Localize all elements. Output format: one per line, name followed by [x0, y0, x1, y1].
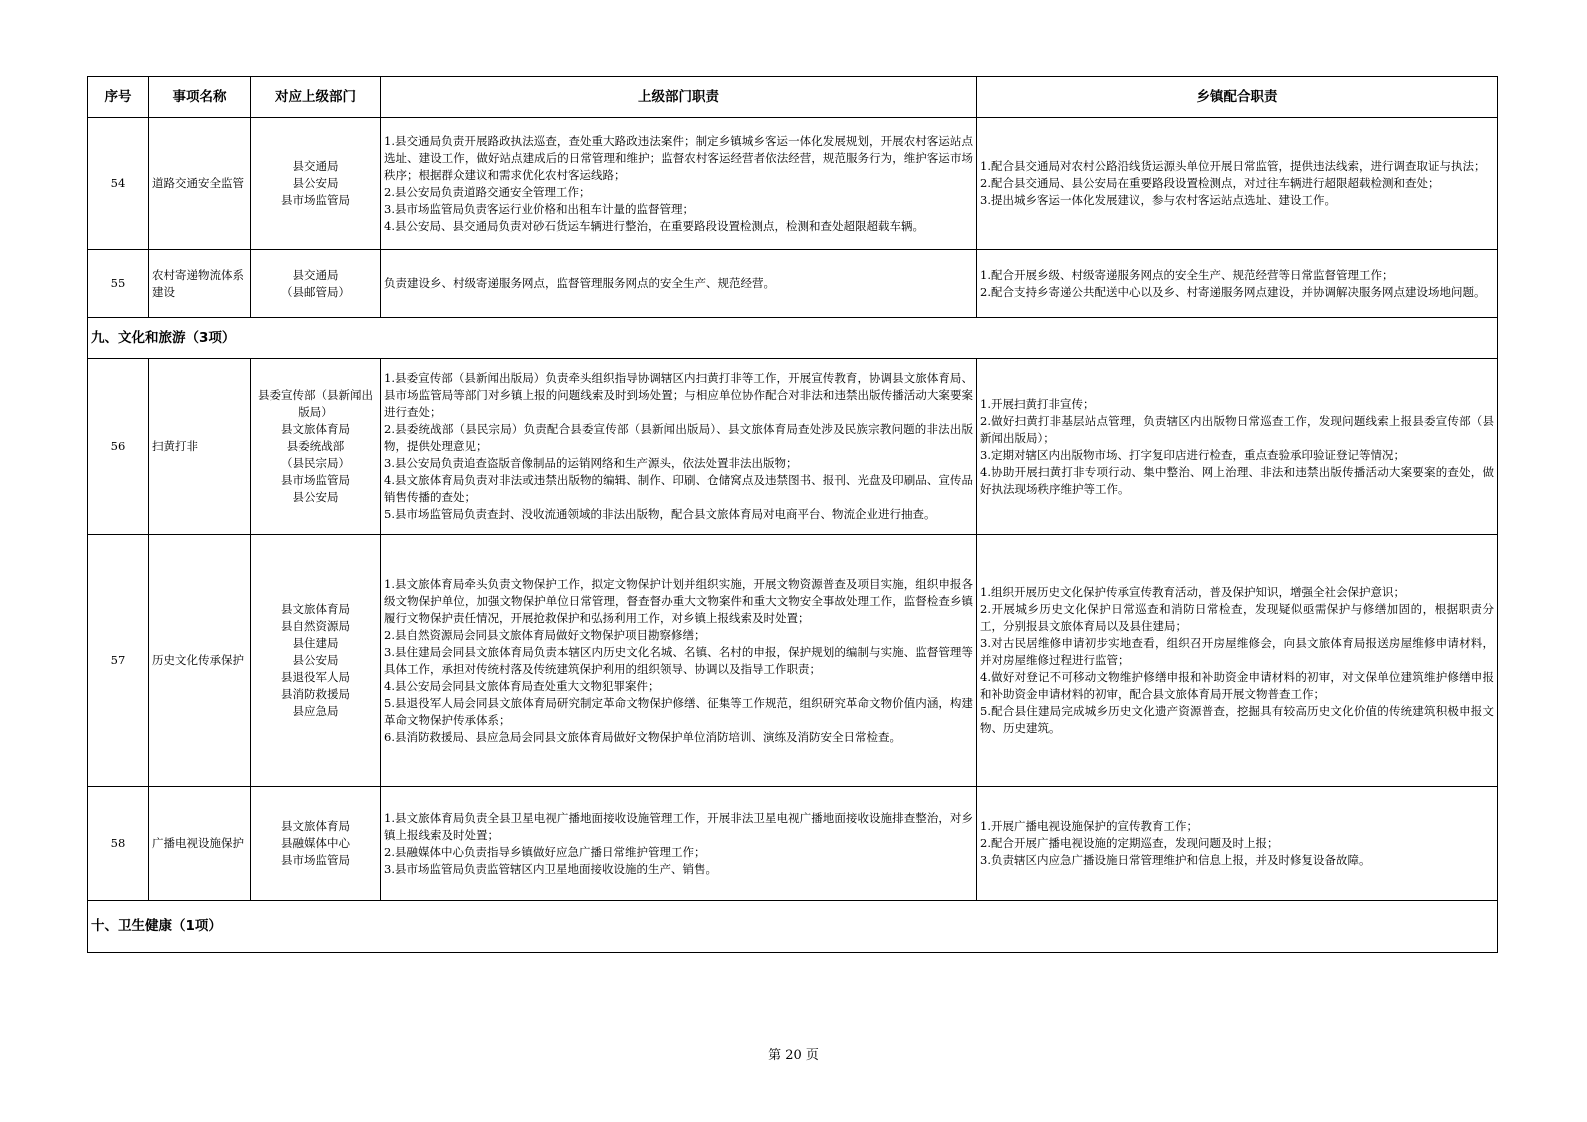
item-name: 历史文化传承保护 [149, 535, 251, 787]
dept-line: （县民宗局） [281, 456, 350, 470]
row-number: 54 [88, 118, 149, 250]
coop-line: 3.负责辖区内应急广播设施日常管理维护和信息上报，并及时修复设备故障。 [980, 853, 1371, 867]
dept-line: 县委统战部 [286, 439, 345, 453]
header-coop: 乡镇配合职责 [977, 77, 1498, 118]
duty-line: 4.县公安局会同县文旅体育局查处重大文物犯罪案件； [384, 678, 660, 693]
dept-cell [251, 535, 381, 787]
dept-line: 县交通局 [292, 159, 339, 173]
coop-line: 2.配合支持乡寄递公共配送中心以及乡、村寄递服务网点建设，并协调解决服务网点建设场地问题。 [980, 284, 1486, 299]
coop-line: 2.做好扫黄打非基层站点管理，负责辖区内出版物日常巡查工作，发现问题线索上报县委宣传部（县新闻出版局）； [980, 413, 1494, 445]
coop-line: 1.开展扫黄打非宣传； [980, 396, 1095, 411]
dept-line: 县公安局 [292, 176, 339, 190]
duties-cell [381, 535, 977, 787]
row-number: 56 [88, 359, 149, 535]
coop-line: 1.配合开展乡级、村级寄递服务网点的安全生产、规范经营等日常监督管理工作； [980, 267, 1394, 282]
duties-table [87, 76, 1498, 953]
table-row [88, 118, 1498, 250]
duties-cell [381, 359, 977, 535]
duty-line: 5.县市场监管局负责查封、没收流通领域的非法出版物，配合县文旅体育局对电商平台、物流企业进行抽查。 [384, 507, 936, 521]
coop-line: 2.开展城乡历史文化保护日常巡查和消防日常检查，发现疑似亟需保护与修缮加固的，根据职责分工，分别报县文旅体育局以及县住建局； [980, 602, 1494, 633]
duty-line: 3.县市场监管局负责监管辖区内卫星地面接收设施的生产、销售。 [384, 861, 717, 876]
dept-line: 县公安局 [292, 653, 339, 667]
table-row [88, 787, 1498, 901]
dept-line: 县住建局 [292, 636, 339, 650]
duty-line: 5.县退役军人局会同县文旅体育局研究制定革命文物保护修缮、征集等工作规范，组织研究革命文物价值内涵，构建革命文物保护传承体系； [384, 695, 973, 727]
dept-line: 县自然资源局 [281, 619, 350, 633]
item-name: 道路交通安全监管 [149, 118, 251, 250]
dept-line: 县交通局 [292, 267, 339, 282]
header-num: 序号 [88, 77, 149, 118]
duty-line: 2.县融媒体中心负责指导乡镇做好应急广播日常维护管理工作； [384, 844, 706, 859]
coop-line: 1.开展广播电视设施保护的宣传教育工作； [980, 819, 1198, 833]
dept-cell [251, 359, 381, 535]
coop-cell [977, 359, 1498, 535]
table-row [88, 535, 1498, 787]
section-row [88, 901, 1498, 953]
header-name: 事项名称 [149, 77, 251, 118]
duty-line: 1.县交通局负责开展路政执法巡查，查处重大路政违法案件；制定乡镇城乡客运一体化发展规划，开展农村客运站点选址、建设工作，做好站点建成后的日常管理和维护；监督农村客运经营者依法经营，规范服务行为，维护客运市场秩序；根据群众建议和需求优化农村客运线路； [384, 133, 973, 182]
dept-line: 县市场监管局 [281, 193, 350, 207]
coop-line: 2.配合开展广播电视设施的定期巡查，发现问题及时上报； [980, 836, 1279, 850]
dept-line: 县文旅体育局 [281, 422, 350, 436]
dept-line: 县市场监管局 [281, 473, 350, 487]
duty-line: 3.县公安局负责追查盗版音像制品的运销网络和生产源头，依法处置非法出版物； [384, 456, 798, 470]
coop-line: 4.做好对登记不可移动文物维护修缮申报和补助资金申请材料的初审，对文保单位建筑维护修缮申报和补助资金申请材料的初审，配合县文旅体育局开展文物普查工作； [980, 670, 1494, 701]
section-title: 十、卫生健康（1项） [88, 901, 1498, 953]
coop-line: 3.提出城乡客运一体化发展建议，参与农村客运站点选址、建设工作。 [980, 193, 1336, 207]
duty-line: 1.县文旅体育局牵头负责文物保护工作，拟定文物保护计划并组织实施，开展文物资源普查及项目实施，组织申报各级文物保护单位，加强文物保护单位日常管理，督查督办重大文物案件和重大文物安全事故处理工作，监督检查乡镇履行文物保护责任情况，开展抢救保护和弘扬利用工作，对乡镇上报线索及时处置； [384, 576, 973, 625]
dept-line: 县市场监管局 [281, 853, 350, 867]
duty-line: 1.县文旅体育局负责全县卫星电视广播地面接收设施管理工作，开展非法卫星电视广播地面接收设施排查整治，对乡镇上报线索及时处置； [384, 810, 973, 842]
section-title: 九、文化和旅游（3项） [88, 318, 1498, 359]
coop-line: 3.对古民居维修申请初步实地查看，组织召开房屋维修会，向县文旅体育局报送房屋维修申请材料，并对房屋维修过程进行监管； [980, 636, 1494, 667]
coop-cell [977, 118, 1498, 250]
dept-line: 县文旅体育局 [281, 602, 350, 616]
coop-line: 5.配合县住建局完成城乡历史文化遗产资源普查，挖掘具有较高历史文化价值的传统建筑积极申报文物、历史建筑。 [980, 704, 1494, 735]
table-row [88, 359, 1498, 535]
coop-line: 2.配合县交通局、县公安局在重要路段设置检测点，对过往车辆进行超限超载检测和查处； [980, 176, 1440, 190]
duties-cell [381, 787, 977, 901]
duties-cell [381, 250, 977, 318]
coop-cell [977, 535, 1498, 787]
dept-cell [251, 250, 381, 318]
duty-line: 2.县自然资源局会同县文旅体育局做好文物保护项目勘察修缮； [384, 627, 706, 642]
duty-line: 4.县公安局、县交通局负责对砂石货运车辆进行整治，在重要路段设置检测点，检测和查处超限超载车辆。 [384, 218, 924, 233]
document-sheet [87, 76, 1497, 953]
dept-line: 县退役军人局 [281, 670, 350, 684]
duty-line: 6.县消防救援局、县应急局会同县文旅体育局做好文物保护单位消防培训、演练及消防安全日常检查。 [384, 729, 901, 744]
dept-cell [251, 787, 381, 901]
dept-line: 县应急局 [292, 704, 339, 718]
dept-line: 县委宣传部（县新闻出版局） [258, 388, 373, 419]
duty-line: 2.县委统战部（县民宗局）负责配合县委宣传部（县新闻出版局）、县文旅体育局查处涉及民族宗教问题的非法出版物，提供处理意见； [384, 422, 973, 453]
duty-line: 1.县委宣传部（县新闻出版局）负责牵头组织指导协调辖区内扫黄打非等工作，开展宣传教育，协调县文旅体育局、县市场监管局等部门对乡镇上报的问题线索及时到场处置；与相应单位协作配合对非法和违禁出版传播活动大案要案进行查处； [384, 371, 973, 419]
table-row [88, 250, 1498, 318]
item-name: 扫黄打非 [149, 359, 251, 535]
row-number: 57 [88, 535, 149, 787]
page-number: 第 20 页 [768, 1048, 819, 1063]
row-number: 55 [88, 250, 149, 318]
dept-line: 县融媒体中心 [281, 836, 350, 850]
item-name: 农村寄递物流体系建设 [149, 250, 251, 318]
coop-line: 4.协助开展扫黄打非专项行动、集中整治、网上治理、非法和违禁出版传播活动大案要案的查处，做好执法现场秩序维护等工作。 [980, 464, 1494, 496]
row-number: 58 [88, 787, 149, 901]
item-name: 广播电视设施保护 [149, 787, 251, 901]
coop-cell [977, 787, 1498, 901]
dept-line: 县文旅体育局 [281, 819, 350, 833]
dept-cell [251, 118, 381, 250]
dept-line: 县消防救援局 [281, 687, 350, 701]
coop-cell [977, 250, 1498, 318]
header-duties: 上级部门职责 [381, 77, 977, 118]
duties-cell [381, 118, 977, 250]
coop-line: 1.配合县交通局对农村公路沿线货运源头单位开展日常监管，提供违法线索，进行调查取证与执法； [980, 159, 1486, 173]
header-row [88, 77, 1498, 118]
coop-line: 1.组织开展历史文化保护传承宣传教育活动，普及保护知识，增强全社会保护意识； [980, 585, 1405, 599]
dept-line: （县邮管局） [281, 284, 350, 299]
duty-line: 2.县公安局负责道路交通安全管理工作； [384, 184, 591, 199]
header-dept: 对应上级部门 [251, 77, 381, 118]
duty-line: 3.县市场监管局负责客运行业价格和出租车计量的监督管理； [384, 201, 694, 216]
dept-line: 县公安局 [292, 490, 339, 504]
section-row [88, 318, 1498, 359]
coop-line: 3.定期对辖区内出版物市场、打字复印店进行检查，重点查验承印验证登记等情况； [980, 447, 1405, 462]
duty-line: 负责建设乡、村级寄递服务网点，监督管理服务网点的安全生产、规范经营。 [384, 276, 775, 290]
duty-line: 4.县文旅体育局负责对非法或违禁出版物的编辑、制作、印刷、仓储窝点及违禁图书、报刊、光盘及印刷品、宣传品销售传播的查处； [384, 473, 973, 504]
duty-line: 3.县住建局会同县文旅体育局负责本辖区内历史文化名城、名镇、名村的申报，保护规划的编制与实施、监督管理等具体工作，承担对传统村落及传统建筑保护利用的组织领导、协调以及指导工作职责； [384, 644, 973, 676]
